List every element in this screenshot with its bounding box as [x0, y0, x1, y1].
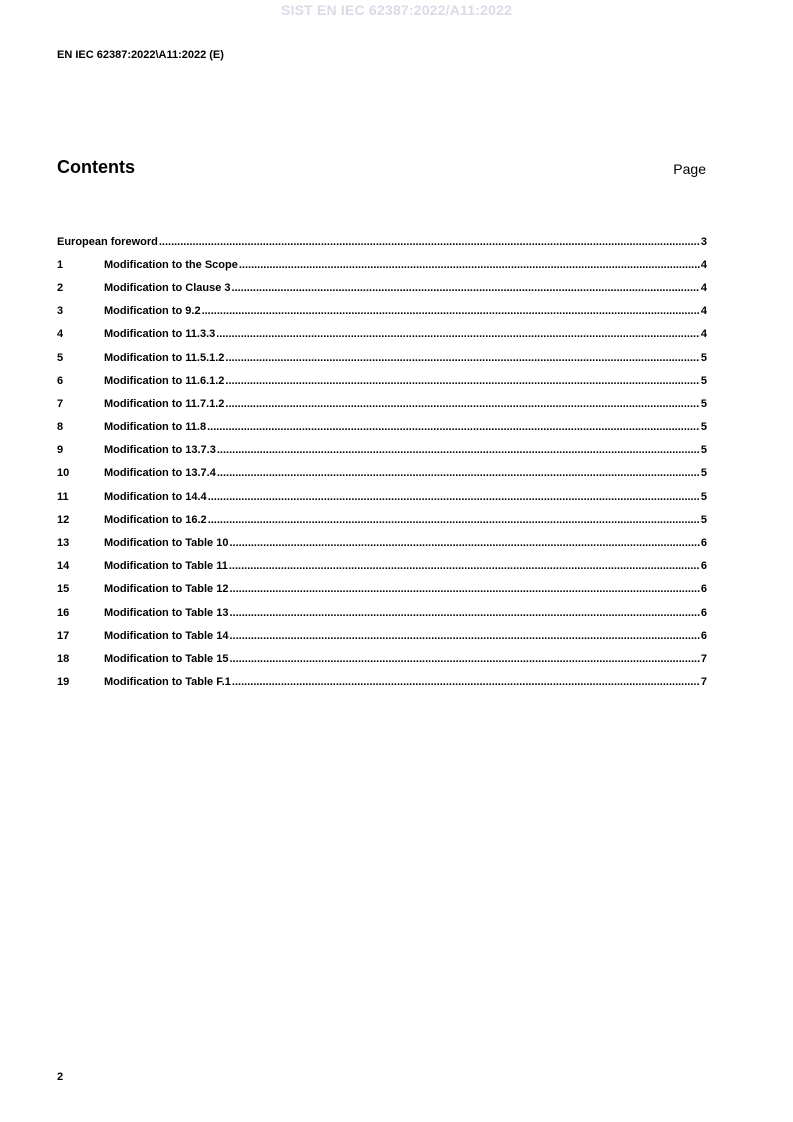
contents-heading: Contents [57, 157, 135, 177]
toc-entry[interactable] [57, 439, 707, 462]
toc-entry-title: Modification to Table 13 [104, 606, 229, 619]
toc-entry[interactable] [57, 578, 707, 601]
page-column-label: Page [673, 161, 706, 177]
toc-entry-page: 6 [700, 629, 707, 642]
toc-entry-title: Modification to 11.3.3 [104, 328, 216, 341]
toc-leader-dots [229, 560, 700, 572]
toc-entry-number: 18 [57, 652, 70, 665]
toc-entry-page: 5 [700, 467, 707, 480]
toc-leader-dots [225, 352, 699, 364]
toc-entry-title: Modification to 11.8 [104, 421, 207, 434]
toc-entry-number: 15 [57, 583, 70, 596]
toc-entry[interactable] [57, 624, 707, 647]
toc-leader-dots [229, 583, 699, 595]
toc-entry-number: 8 [57, 421, 64, 434]
toc-entry-page: 7 [700, 676, 707, 689]
toc-entry-title: Modification to Clause 3 [104, 281, 231, 294]
toc-entry-page: 5 [700, 421, 707, 434]
toc-entry[interactable] [57, 416, 707, 439]
toc-entry-european-foreword[interactable] [57, 230, 707, 253]
toc-entry-title: Modification to 13.7.3 [104, 444, 216, 457]
toc-entry-page: 6 [700, 606, 707, 619]
toc-entry-title: Modification to 13.7.4 [104, 467, 216, 480]
toc-entry-page: 5 [700, 397, 707, 410]
toc-leader-dots [232, 676, 700, 688]
watermark: SIST EN IEC 62387:2022/A11:2022 [280, 2, 513, 18]
toc-entry-page: 6 [700, 560, 707, 573]
toc-entry-number: 10 [57, 467, 70, 480]
toc-entry[interactable] [57, 253, 707, 276]
toc-leader-dots [225, 398, 699, 410]
toc-entry-page: 4 [700, 281, 707, 294]
toc-entry-number: 4 [57, 328, 64, 341]
toc-entry-page: 4 [700, 328, 707, 341]
toc-leader-dots [216, 328, 700, 340]
toc-entry[interactable] [57, 647, 707, 670]
toc-entry-page: 5 [700, 444, 707, 457]
toc-entry-page: 6 [700, 583, 707, 596]
toc-entry-number: 9 [57, 444, 64, 457]
toc-entry[interactable] [57, 369, 707, 392]
page-number: 2 [57, 1071, 64, 1083]
toc-entry-title: Modification to 9.2 [104, 305, 201, 318]
toc-entry-number: 17 [57, 629, 70, 642]
toc-leader-dots [217, 467, 700, 479]
toc-entry-title: Modification to Table 15 [104, 652, 229, 665]
toc-entry[interactable] [57, 485, 707, 508]
toc-entry-title: Modification to the Scope [104, 258, 238, 271]
toc-entry-title: Modification to Table F.1 [104, 676, 231, 689]
toc-entry-number: 14 [57, 560, 70, 573]
toc-leader-dots [229, 630, 699, 642]
toc-entry-page: 5 [700, 351, 707, 364]
toc-entry-title: Modification to Table 12 [104, 583, 229, 596]
toc-entry[interactable] [57, 300, 707, 323]
toc-entry-page: 5 [700, 490, 707, 503]
toc-entry[interactable] [57, 276, 707, 299]
toc-entry-number: 13 [57, 537, 70, 550]
toc-entry[interactable] [57, 601, 707, 624]
toc-leader-dots [208, 491, 700, 503]
toc-leader-dots [208, 514, 700, 526]
toc-entry-number: 2 [57, 281, 64, 294]
toc-entry-page: 3 [700, 235, 707, 248]
toc-entry-title: Modification to Table 14 [104, 629, 229, 642]
toc-entry-page: 7 [700, 652, 707, 665]
toc-entry-number: 12 [57, 513, 70, 526]
toc-leader-dots [229, 653, 699, 665]
toc-entry-number: 6 [57, 374, 64, 387]
toc-entry[interactable] [57, 462, 707, 485]
toc-leader-dots [202, 305, 700, 317]
toc-entry-title: European foreword [57, 235, 158, 248]
toc-entry[interactable] [57, 392, 707, 415]
toc-leader-dots [225, 375, 699, 387]
toc-entry-title: Modification to 11.5.1.2 [104, 351, 225, 364]
table-of-contents [57, 230, 707, 694]
toc-entry-number: 1 [57, 258, 64, 271]
toc-entry[interactable] [57, 531, 707, 554]
toc-entry-page: 4 [700, 258, 707, 271]
document-reference: EN IEC 62387:2022\A11:2022 (E) [57, 49, 224, 61]
toc-entry-number: 3 [57, 305, 64, 318]
toc-entry[interactable] [57, 671, 707, 694]
toc-leader-dots [232, 282, 700, 294]
toc-entry-page: 5 [700, 374, 707, 387]
toc-entry-number: 11 [57, 490, 69, 503]
toc-entry-title: Modification to 11.7.1.2 [104, 397, 225, 410]
toc-entry-title: Modification to 16.2 [104, 513, 207, 526]
toc-leader-dots [239, 259, 700, 271]
toc-entry[interactable] [57, 508, 707, 531]
toc-leader-dots [217, 444, 700, 456]
toc-entry[interactable] [57, 346, 707, 369]
toc-entry-title: Modification to Table 10 [104, 537, 229, 550]
toc-entry-title: Modification to 11.6.1.2 [104, 374, 225, 387]
toc-entry[interactable] [57, 323, 707, 346]
toc-entry-number: 16 [57, 606, 70, 619]
toc-entry-title: Modification to 14.4 [104, 490, 207, 503]
toc-leader-dots [229, 607, 699, 619]
toc-entry-page: 4 [700, 305, 707, 318]
toc-entry-page: 6 [700, 537, 707, 550]
toc-leader-dots [207, 421, 700, 433]
toc-entry-number: 19 [57, 676, 70, 689]
toc-entry-title: Modification to Table 11 [104, 560, 228, 573]
toc-entry-page: 5 [700, 513, 707, 526]
toc-entry[interactable] [57, 555, 707, 578]
toc-entry-number: 7 [57, 397, 64, 410]
toc-leader-dots [229, 537, 699, 549]
toc-leader-dots [159, 236, 700, 248]
toc-entry-number: 5 [57, 351, 64, 364]
